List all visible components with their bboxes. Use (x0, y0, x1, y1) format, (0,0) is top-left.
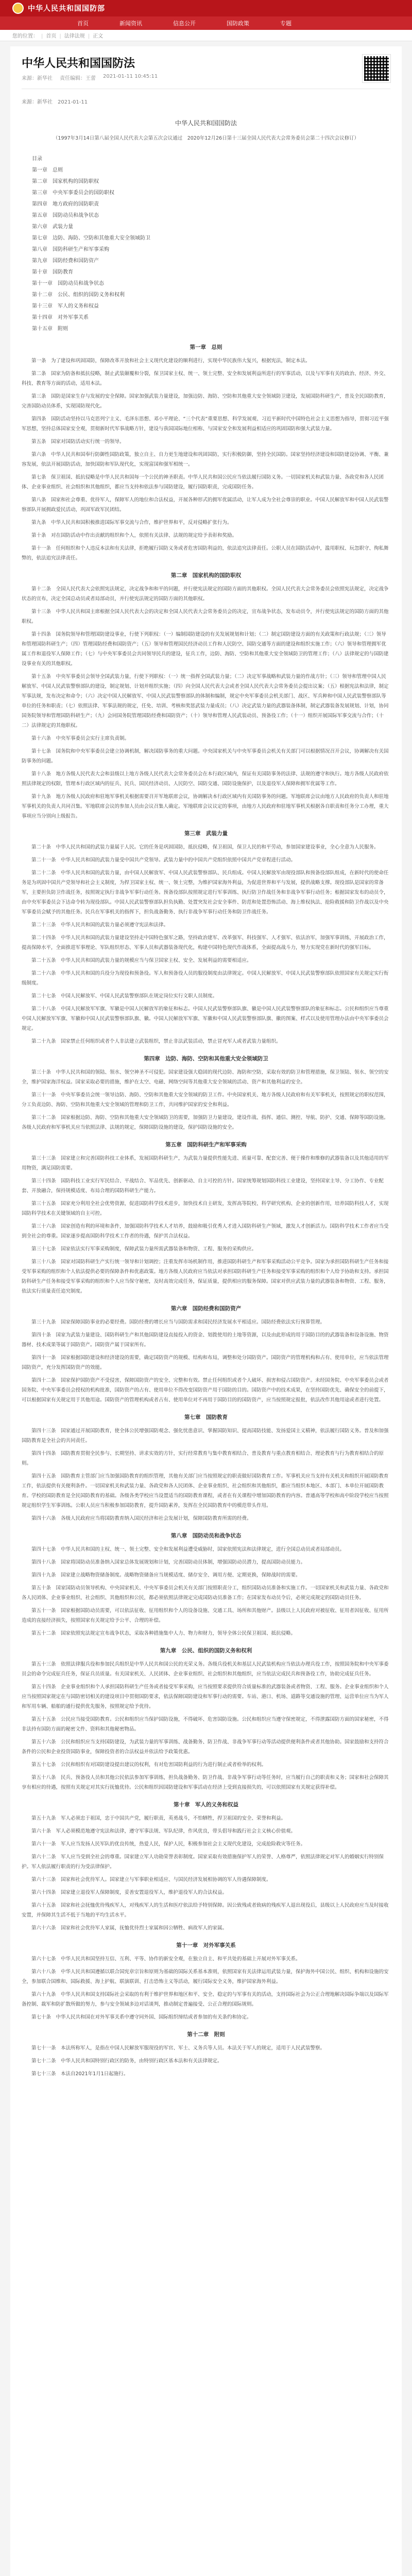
article-paragraph: 第十七条 国务院和中央军事委员会建立协调机制，解决国防事务的重大问题。中央国家机关与中央军事委员会机关有关部门可以根据情况召开会议，协调解决有关国防事务的问题。 (22, 749, 389, 765)
article-paragraph: 第三十七条 国家依法实行军事采购制度，保障武装力量所需武器装备和物资、工程、服务的采购供应。 (31, 1246, 257, 1252)
article-paragraph: 第十五条 中央军事委员会领导全国武装力量，行使下列职权：（一）统一指挥全国武装力量；（二）决定军事战略和武装力量的作战方针；（三）领导和管理中国人民解放军、中国人民武装警察部队的建设，制定规划、计划并组织实施；（四）向全国人民代表大会或者全国人民代表大会常务委员会提出议案；（五）根据宪法和法律，制定军事法规，发布决定和命令；（六）决定中国人民解放军、中国人民武装警察部队的体制和编制，规定中央军事委员会机关部门、战区、军兵种和中国人民武装警察部队等单位的任务和职责；（七）依照法律、军事法规的规定，任免、培训、考核和奖惩武装力量成员；（八）决定武装力量的武器装备体制，制定武器装备发展规划、计划，协同国务院领导和管理国防科研生产；（九）会同国务院管理国防经费和国防资产；（十）领导和管理人民武装动员、预备役工作；（十一）组织开展国际军事交流与合作；（十二）法律规定的其他职权。 (22, 674, 389, 729)
chapter-heading: 第二章 国家机构的国防职权 (170, 572, 242, 579)
article-paragraph: 第四十九条 国家建立战略物资储备制度。战略物资储备应当规模适度、储存安全、调用方便、定期更换，保障战时的需要。 (31, 1572, 301, 1579)
law-body (22, 343, 390, 2079)
article-paragraph: 第十九条 地方各级人民政府和驻地军事机关根据需要召开军地联席会议，协调解决本行政区域内有关国防事务的问题。军地联席会议由地方人民政府的负责人和驻地军事机关的负责人共同召集。军地联席会议的参加人员由会议召集人确定。军地联席会议议定的事项，由地方人民政府和驻地军事机关根据各自职责和任务分工办理，重大事项应当分别向上级报告。 (22, 794, 389, 820)
table-of-contents (22, 154, 390, 335)
article-paragraph: 第四十六条 各级人民政府应当将国防教育纳入国民经济和社会发展计划，保障国防教育所需的经费。 (31, 1516, 252, 1522)
article-paragraph: 第二十四条 中华人民共和国的武装力量建设坚持走中国特色强军之路，坚持政治建军、改革强军、科技强军、人才强军、依法治军，加强军事训练，开展政治工作，提高保障水平，全面推进军事理论、军队组织形态、军事人员和武器装备现代化，构建中国特色现代作战体系，全面提高战斗力，努力实现党在新时代的强军目标。 (22, 935, 389, 951)
nav-item-home[interactable]: 首页 (77, 20, 89, 27)
article-paragraph: 第六条 中华人民共和国奉行防御性国防政策，独立自主、自力更生地建设和巩固国防，实行积极防御，坚持全民国防。国家坚持经济建设和国防建设协调、平衡、兼容发展，依法开展国防活动，加快国防和军队现代化，实现富国和强军相统一。 (22, 452, 389, 468)
article-paragraph: 第三十四条 国防科技工业实行军民结合、平战结合、军品优先、创新驱动、自主可控的方针。国家统筹规划国防科技工业建设，坚持国家主导、分工协作、专业配套、开放融合，保持规模适度、布局合理的国防科研生产能力。 (22, 1178, 384, 1194)
chapter-heading: 第九章 公民、组织的国防义务和权利 (160, 1648, 252, 1654)
toc-item: 第六章 武装力量 (32, 224, 73, 230)
chapter-heading: 第八章 国防动员和战争状态 (170, 1533, 242, 1539)
article-paragraph: 第四十四条 国防教育贯彻全民参与、长期坚持、讲求实效的方针，实行经常教育与集中教育相结合、普及教育与重点教育相结合、理论教育与行为教育相结合的原则。 (22, 1451, 384, 1467)
toc-item: 第十四章 对外军事关系 (32, 315, 89, 321)
article-paragraph: 第五条 国家对国防活动实行统一的领导。 (31, 439, 125, 445)
breadcrumb-law[interactable]: | 法律法规 (56, 31, 84, 39)
toc-item: 第七章 边防、海防、空防和其他重大安全领域防卫 (32, 235, 150, 242)
toc-item: 第十章 国防教育 (32, 269, 73, 276)
toc-item: 第十一章 国防动员和战争状态 (32, 281, 104, 287)
chapter-heading: 第十二章 附则 (187, 2031, 225, 2038)
site-name: 中华人民共和国国防部 (28, 5, 105, 13)
article-paragraph: 第四十二条 国家保护国防资产不受侵害，保障国防资产的安全、完整和有效。禁止任何组织或者个人破坏、损害和侵占国防资产。未经国务院、中央军事委员会或者国务院、中央军事委员会授权的机构批准，国防资产的占有、使用单位不得改变国防资产用于国防的目的。国防资产中的技术成果，在坚持国防优先、确保安全的前提下，可以根据国家有关规定用于其他用途。国防资产的管理机构或者占有、使用单位对不再用于国防目的的国防资产，应当按照规定报批，依法改作其他用途或者进行处置。 (22, 1378, 389, 1403)
page-title: 中华人民共和国国防法 (22, 57, 135, 70)
breadcrumb-home[interactable]: | 首页 (38, 31, 56, 39)
top-bar (0, 0, 412, 16)
article-paragraph: 第五十三条 依照法律服兵役和参加民兵组织是中华人民共和国公民的光荣义务。各级兵役机关和基层人民武装机构应当依法办理兵役工作，按照国务院和中央军事委员会的命令完成征兵任务，保证兵员质量。有关国家机关、人民团体、企业事业组织、社会组织和其他组织，应当依法完成民兵和预备役工作，协助完成征兵任务。 (22, 1662, 389, 1677)
article-paragraph: 第二十九条 国家禁止任何组织或者个人非法建立武装组织，禁止非法武装活动，禁止冒充军人或者武装力量组织。 (31, 1039, 281, 1045)
article-paragraph: 第四十三条 国家通过开展国防教育，使全体公民增强国防观念、强化忧患意识、掌握国防知识、提高国防技能、发扬爱国主义精神，依法履行国防义务。普及和加强国防教育是全社会的共同责任。 (22, 1428, 389, 1444)
article-paragraph: 第七十一条 本法所称军人，是指在中国人民解放军服现役的军官、军士、义务兵等人员。本法关于军人的规定，适用于人民武装警察。 (31, 2045, 325, 2052)
toc-item: 第三章 中央军事委员会的国防职权 (32, 190, 114, 196)
breadcrumb-current: | 正文 (85, 31, 103, 39)
article-paragraph: 第九条 中华人民共和国积极推进国际军事交流与合作，维护世界和平，反对侵略扩张行为。 (31, 520, 232, 526)
article-paragraph: 第五十七条 公民和组织有对国防建设提出建议的权利，有对危害国防利益的行为进行制止或者检举的权利。 (31, 1762, 267, 1768)
article-paragraph: 第十三条 中华人民共和国主席根据全国人民代表大会的决定和全国人民代表大会常务委员会的决定，宣布战争状态，发布动员令，并行使宪法规定的国防方面的其他职权。 (22, 609, 389, 625)
article-paragraph: 第五十八条 民兵、预备役人员和其他公民依法参加军事训练，担负战备勤务、防卫作战、非战争军事行动等任务时，应当履行自己的职责和义务；国家和社会保障其享有相应的待遇，按照有关规定对其实行抚恤优待。公民和组织因国防建设和军事活动在经济上受到直接损失的，可以依照国家有关规定获得补偿。 (22, 1775, 389, 1791)
article-paragraph: 第十二条 全国人民代表大会依照宪法规定，决定战争和和平的问题，并行使宪法规定的国防方面的其他职权。全国人民代表大会常务委员会依照宪法规定，决定战争状态的宣布，决定全国总动员或者局部动员，并行使宪法规定的国防方面的其他职权。 (22, 586, 389, 602)
article-paragraph: 第二条 国家为防备和抵抗侵略，制止武装颠覆和分裂，保卫国家主权、统一、领土完整、安全和发展利益所进行的军事活动，以及与军事有关的政治、经济、外交、科技、教育等方面的活动，适用本法。 (22, 371, 389, 387)
chapter-heading: 第三章 武装力量 (184, 831, 228, 837)
article-paragraph: 第三十条 中华人民共和国的领陆、领水、领空神圣不可侵犯。国家建设强大稳固的现代边防、海防和空防，采取有效的防卫和管理措施，保卫领陆、领水、领空的安全，维护国家海洋权益。国家采取必要的措施，维护在太空、电磁、网络空间等其他重大安全领域的活动、资产和其他利益的安全。 (22, 1070, 389, 1086)
chapter-heading: 第十一章 对外军事关系 (176, 1942, 236, 1949)
article-paragraph: 第七十二条 中华人民共和国特别行政区的防务，由特别行政区基本法和有关法律规定。 (31, 2058, 222, 2064)
article-paragraph: 第二十七条 中国人民解放军、中国人民武装警察部队在规定岗位实行文职人员制度。 (31, 993, 218, 999)
toc-item: 第八章 国防科研生产和军事采购 (32, 247, 109, 253)
article-paragraph: 第十六条 中央军事委员会实行主席负责制。 (31, 736, 130, 742)
article-paragraph: 第四十条 国家为武装力量建设、国防科研生产和其他国防建设直接投入的资金、划拨使用的土地等资源，以及由此形成的用于国防目的的武器装备和设备设施、物资器材、技术成果等属于国防资产。国防资产属于国家所有。 (22, 1332, 389, 1348)
chapter-heading: 第七章 国防教育 (184, 1414, 228, 1421)
article-meta (22, 74, 390, 81)
article-paragraph: 第三条 国防是国家生存与发展的安全保障。国家加强武装力量建设，加强边防、海防、空防和其他重大安全领域防卫建设，发展国防科研生产，普及全民国防教育，完善国防动员体系，实现国防现代化。 (22, 394, 389, 410)
article-paragraph: 第二十五条 中华人民共和国的武装力量的规模应当与保卫国家主权、安全、发展利益的需要相适应。 (31, 958, 252, 964)
article-paragraph: 第五十条 国家国防动员领导机构、中央国家机关、中央军事委员会机关有关部门按照职责分工，组织国防动员准备和实施工作。一切国家机关和武装力量、各政党和各人民团体、企业事业组织、社会组织、其他组织和公民，都必须依照法律规定完成国防动员准备工作；在国家发布动员令后，必须完成规定的国防动员任务。 (22, 1585, 389, 1601)
meta-source: 来源：新华社 (22, 76, 53, 81)
article-paragraph: 第七十条 中华人民共和国在对外军事关系中遵守同外国、国际组织缔结或者参加的有关条约和协定。 (31, 2014, 252, 2021)
chapter-heading: 第五章 国防科研生产和军事采购 (165, 1142, 247, 1148)
article-paragraph: 第五十六条 公民和组织应当支持国防建设，为武装力量的军事训练、战备勤务、防卫作战、非战争军事行动等活动提供便利条件或者其他协助。国家鼓励和支持符合条件的公民和企业投资国防事业，保障投资者的合法权益并依法给予政策优惠。 (22, 1739, 389, 1755)
nav-item-info[interactable]: 信息公开 (173, 20, 196, 27)
toc-item: 第九章 国防经费和国防资产 (32, 258, 99, 264)
article-paragraph: 第五十一条 国家根据国防动员需要，可以依法征收、征用组织和个人的设备设施、交通工具、场所和其他财产。县级以上人民政府对被征收、征用者因征收、征用所造成的直接经济损失，按照国家有关规定给予公平、合理的补偿。 (22, 1608, 389, 1624)
toc-item: 第十三章 军人的义务和权益 (32, 303, 99, 310)
article-paragraph: 第二十八条 中国人民解放军军旗、军徽是中国人民解放军的象征和标志。中国人民武装警察部队旗、徽是中国人民武装警察部队的象征和标志。公民和组织应当尊重中国人民解放军军旗、军徽和中国人民武装警察部队旗、徽。中国人民解放军军旗、军徽和中国人民武装警察部队旗、徽的图案、样式以及使用管理办法由中央军事委员会规定。 (22, 1006, 389, 1032)
article-paragraph: 第八条 国家和社会尊重、优待军人，保障军人的地位和合法权益，开展各种形式的拥军优属活动，让军人成为全社会尊崇的职业。中国人民解放军和中国人民武装警察部队开展拥政爱民活动，巩固军政军民团结。 (22, 497, 389, 513)
article-paragraph: 第三十九条 国家保障国防事业的必要经费。国防经费的增长应当与国防需求和国民经济发展水平相适应。国防经费依法实行预算管理。 (31, 1319, 325, 1326)
breadcrumb-label: 您的位置： (12, 33, 38, 39)
article-paragraph: 第六十二条 军人应当受到全社会的尊重。国家建立军人功勋荣誉表彰制度。国家采取有效措施保护军人的荣誉、人格尊严，依照法律规定对军人的婚姻实行特别保护。军人依法履行职责的行为受法律保护。 (22, 1854, 384, 1870)
article-paragraph: 第七十三条 本法自2021年1月1日起施行。 (31, 2071, 129, 2077)
meta-editor: 责任编辑：王蕾 (60, 76, 96, 81)
toc-label: 目录 (32, 156, 42, 162)
article-paragraph: 第六十四条 国家建立退役军人保障制度，妥善安置退役军人，维护退役军人的合法权益。 (31, 1890, 228, 1896)
article-paragraph: 第五十二条 国家依照宪法规定宣布战争状态，采取各种措施集中人力、物力和财力，领导全体公民保卫祖国、抵抗侵略。 (31, 1631, 296, 1637)
article-paragraph: 第一条 为了建设和巩固国防，保障改革开放和社会主义现代化建设的顺利进行，实现中华民族伟大复兴，根据宪法，制定本法。 (31, 358, 311, 364)
law-title: 中华人民共和国国防法 (175, 120, 237, 127)
article-paragraph: 第七条 保卫祖国、抵抗侵略是中华人民共和国每一个公民的神圣职责。中华人民共和国公民应当依法履行国防义务。一切国家机关和武装力量、各政党和各人民团体、企业事业组织、社会组织和其他组织，都应当支持和依法参与国防建设，履行国防职责，完成国防任务。 (22, 474, 384, 490)
article-paragraph: 第四十八条 国家将国防动员准备纳入国家总体发展规划和计划，完善国防动员体制，增强国防动员潜力，提高国防动员能力。 (31, 1560, 306, 1566)
toc-item: 第五章 国防动员和战争状态 (32, 213, 99, 219)
nav-item-topics[interactable]: 专题 (280, 20, 291, 27)
article-paragraph: 第三十六条 国家创造有利的环境和条件，加强国防科学技术人才培养，鼓励和吸引优秀人才进入国防科研生产领域，激发人才创新活力。国防科学技术工作者应当受到全社会的尊重。国家逐步提高国防科学技术工作者的待遇，保护其合法权益。 (22, 1224, 389, 1240)
article-source: 来源：新华社 2021-01-11 (22, 99, 88, 105)
chapter-heading: 第一章 总则 (190, 344, 222, 351)
qr-code-icon (363, 55, 390, 82)
article-paragraph: 第三十八条 国家对国防科研生产实行统一领导和计划调控；注重发挥市场机制作用，推进国防科研生产和军事采购活动公平竞争。国家为承担国防科研生产任务和接受军事采购的组织和个人依法提供必要的保障条件和优惠政策。地方各级人民政府应当依法对承担国防科研生产任务和接受军事采购的组织和个人给予协助和支持。承担国防科研生产任务和接受军事采购的组织和个人应当保守秘密，及时高效完成任务，保证质量，提供相应的服务保障。国家对供应武装力量的武器装备和物资、工程、服务，依法实行质量责任追究制度。 (22, 1259, 389, 1295)
article-paragraph: 第六十五条 国家和社会抚恤优待残疾军人，对残疾军人的生活和医疗依法给予特别保障。因公致残或者致病的残疾军人退出现役后，县级以上人民政府应当及时接收安置，并保障其生活不低于当地的平均生活水平。 (22, 1903, 389, 1919)
article-paragraph: 第六十九条 中华人民共和国支持国际社会采取的有利于维护世界和地区和平、安全、稳定的与军事有关的活动，支持国际社会为公正合理地解决国际争端以及国际军备控制、裁军和防扩散所做的努力，参与安全领域多边对话谈判，推动制定普遍接受、公正合理的国际规则。 (22, 1992, 389, 2008)
article-paragraph: 第四十五条 国防教育主管部门应当加强国防教育的组织管理，其他有关部门应当按照规定的职责做好国防教育工作。军事机关应当支持有关机关和组织开展国防教育工作，依法提供有关便利条件。一切国家机关和武装力量、各政党和各人民团体、企业事业组织、社会组织和其他组织，都应当组织本地区、本部门、本单位开展国防教育。学校的国防教育是全民国防教育的基础。各级各类学校应当设置适当的国防教育课程，或者在有关课程中增加国防教育的内容。普通高等学校和高中阶段学校应当按照规定组织学生军事训练。公职人员应当积极参加国防教育，提升国防素养，发挥在全民国防教育中的模范带头作用。 (22, 1473, 389, 1509)
article-paragraph: 第六十八条 中华人民共和国遵循以联合国宪章宗旨和原则为基础的国际关系基本准则，依照国家有关法律运用武装力量，保护海外中国公民、组织、机构和设施的安全，参加联合国维和、国际救援、海上护航、联演联训、打击恐怖主义等活动，履行国际安全义务，维护国家海外利益。 (22, 1969, 389, 1985)
meta-date: 2021-01-11 10:45:11 (103, 74, 158, 79)
article-paragraph: 第五十四条 企业事业组织和个人承担国防科研生产任务或者接受军事采购，应当按照要求提供符合质量标准的武器装备或者物资、工程、服务。企业事业组织和个人应当按照国家规定在与国防密切相关的建设项目中贯彻国防要求，依法保障国防建设和军事行动的需要。车站、港口、机场、道路等交通设施的管理、运营单位应当为军人和军用车辆、船舶的通行提供优先服务，按照规定给予优待。 (22, 1684, 389, 1710)
article-paragraph: 第四条 国防活动坚持以马克思列宁主义、毛泽东思想、邓小平理论、“三个代表”重要思想、科学发展观、习近平新时代中国特色社会主义思想为指导，贯彻习近平强军思想，坚持总体国家安全观，贯彻新时代军事战略方针，建设与我国国际地位相称、与国家安全和发展利益相适应的巩固国防和强大武装力量。 (22, 416, 389, 432)
article-paragraph: 第四十七条 中华人民共和国的主权、统一、领土完整、安全和发展利益遭受威胁时，国家依照宪法和法律规定，进行全国总动员或者局部动员。 (31, 1547, 345, 1553)
article-paragraph: 第六十条 军人必须模范地遵守宪法和法律，遵守军事法规、军队纪律，作风优良，带头倡导和践行社会主义核心价值观。 (31, 1828, 296, 1835)
article-paragraph: 第三十一条 中央军事委员会统一领导边防、海防、空防和其他重大安全领域的防卫工作。中央国家机关、地方各级人民政府和有关军事机关，按照规定的职权范围，分工负责边防、海防、空防和其他重大安全领域的管理和防卫工作，共同维护国家的安全和利益。 (22, 1092, 389, 1108)
article-paragraph: 第二十三条 中华人民共和国的武装力量必须遵守宪法和法律。 (31, 922, 169, 928)
toc-item: 第十五章 附则 (32, 326, 68, 332)
article-paragraph: 第三十五条 国家充分利用全社会优势资源，促进国防科学技术进步，加快技术自主研发，发挥高等院校、科学研究机构、企业的创新作用，培养国防科技人才，实现国防科学技术在关键领域的自主可控。 (22, 1201, 389, 1217)
article-paragraph: 第六十一条 军人应当发扬人民军队的优良传统，热爱人民，保护人民，积极参加社会主义现代化建设，完成抢险救灾等任务。 (31, 1841, 306, 1848)
article-paragraph: 第五十五条 公民应当接受国防教育。公民和组织应当保护国防设施，不得破坏、危害国防设施。公民和组织应当遵守保密规定，不得泄露国防方面的国家秘密，不得非法持有国防方面的秘密文件、资料和其他秘密物品。 (22, 1717, 389, 1733)
article-paragraph: 第十四条 国务院领导和管理国防建设事业，行使下列职权：（一）编制国防建设的有关发展规划和计划；（二）制定国防建设方面的有关政策和行政法规；（三）领导和管理国防科研生产；（四）管理国防经费和国防资产；（五）领导和管理国民经济动员工作和人民防空、国防交通等方面的建设和组织实施工作；（六）领导和管理拥军优属工作和退役军人保障工作；（七）与中央军事委员会共同领导民兵的建设，征兵工作，边防、海防、空防和其他重大安全领域防卫的管理工作；（八）法律规定的与国防建设事业有关的其他职权。 (22, 632, 389, 667)
chapter-heading: 第四章 边防、海防、空防和其他重大安全领域防卫 (144, 1056, 268, 1062)
toc-item: 第十二章 公民、组织的国防义务和权利 (32, 292, 125, 298)
article-paragraph: 第三十二条 国家根据边防、海防、空防和其他重大安全领域防卫的需要，加强防卫力量建设，建设作战、指挥、通信、测控、导航、防护、交通、保障等国防设施。各级人民政府和军事机关应当依照法律、法规的规定，保障国防设施的建设，保护国防设施的安全。 (22, 1115, 389, 1131)
article-paragraph: 第十一条 任何组织和个人违反本法和有关法律，拒绝履行国防义务或者危害国防利益的，依法追究法律责任。公职人员在国防活动中，滥用职权、玩忽职守、徇私舞弊的，依法追究法律责任。 (22, 546, 389, 562)
toc-list (32, 165, 390, 335)
article-paragraph: 第二十二条 中华人民共和国的武装力量，由中国人民解放军、中国人民武装警察部队、民兵组成。中国人民解放军由现役部队和预备役部队组成，在新时代的使命任务是为巩固中国共产党领导和社会主义制度，为捍卫国家主权、统一、领土完整，为维护国家海外利益，为促进世界和平与发展，提供战略支撑。现役部队是国家的常备军，主要担负防卫作战任务，按照规定执行非战争军事行动任务。预备役部队按照规定进行军事训练、执行防卫作战任务和非战争军事行动任务；根据国家发布的动员令，由中央军事委员会下达命令转为现役部队。中国人民武装警察部队担负执勤、处置突发社会安全事件、防范和处置恐怖活动、海上维权执法、抢险救援和防卫作战以及中央军事委员会赋予的其他任务。民兵在军事机关的指挥下，担负战备勤务、执行非战争军事行动任务和防卫作战任务。 (22, 870, 389, 916)
nav-item-policy[interactable]: 国防政策 (227, 20, 249, 27)
article-paragraph: 第十八条 地方各级人民代表大会和县级以上地方各级人民代表大会常务委员会在本行政区域内，保证有关国防事务的法律、法规的遵守和执行。地方各级人民政府依照法律规定的权限，管理本行政区域内的征兵、民兵、国民经济动员、人民防空、国防交通、国防设施保护，以及退役军人保障和拥军优属等工作。 (22, 771, 389, 787)
chapter-heading: 第六章 国防经费和国防资产 (170, 1306, 242, 1312)
breadcrumb (0, 30, 412, 41)
article-paragraph: 第二十六条 中华人民共和国的兵役分为现役和预备役。军人和预备役人员的服役制度由法律规定。中国人民解放军、中国人民武装警察部队依照国家有关规定实行衔级制度。 (22, 971, 389, 987)
article-paragraph: 第二十一条 中华人民共和国的武装力量受中国共产党领导。武装力量中的中国共产党组织依照中国共产党章程进行活动。 (31, 857, 296, 863)
chapter-heading: 第十章 军人的义务和权益 (174, 1802, 238, 1808)
article-paragraph: 第三十三条 国家建立和完善国防科技工业体系，发展国防科研生产，为武装力量提供性能先进、质量可靠、配套完善、便于操作和维修的武器装备以及其他适用的军用物资，满足国防需要。 (22, 1156, 389, 1172)
nav-item-news[interactable]: 新闻资讯 (119, 20, 142, 27)
main-nav (0, 16, 412, 30)
site-logo[interactable] (12, 3, 105, 14)
toc-item: 第二章 国家机构的国防职权 (32, 179, 99, 185)
article-paragraph: 第六十七条 中华人民共和国坚持互信、互利、平等、协作的新安全观，在独立自主、和平共处的基础上开展对外军事关系。 (31, 1956, 301, 1962)
article-paragraph: 第五十九条 军人必须忠于祖国，忠于中国共产党，履行职责，英勇战斗，不怕牺牲，捍卫祖国的安全、荣誉和利益。 (31, 1816, 286, 1822)
article-paragraph: 第四十一条 国家根据国防建设和经济建设的需要，确定国防资产的规模、结构和布局，调整和处分国防资产。国防资产的管理机构和占有、使用单位，应当依法管理国防资产，充分发挥国防资产的效能。 (22, 1355, 389, 1371)
article-container (10, 46, 402, 2576)
law-subtitle: （1997年3月14日第八届全国人民代表大会第五次会议通过 2020年12月26日第十三届全国人民代表大会常务委员会第二十四次会议修订） (53, 135, 359, 141)
article-paragraph: 第六十六条 国家和社会优待军人家属，抚恤优待烈士家属和因公牺牲、病故军人的家属。 (31, 1925, 228, 1931)
toc-item: 第一章 总则 (32, 167, 63, 174)
article-paragraph: 第六十三条 国家和社会优待军人。国家建立与军事职业相适应、与国民经济发展相协调的军人待遇保障制度。 (31, 1877, 271, 1883)
article-paragraph: 第十条 对在国防活动中作出贡献的组织和个人，依照有关法律、法规的规定给予表彰和奖励。 (31, 533, 237, 539)
national-emblem-icon (12, 3, 24, 14)
article-paragraph: 第二十条 中华人民共和国的武装力量属于人民。它的任务是巩固国防，抵抗侵略，保卫祖国，保卫人民的和平劳动，参加国家建设事业，全心全意为人民服务。 (31, 844, 379, 851)
toc-item: 第四章 地方政府的国防职责 (32, 201, 99, 208)
